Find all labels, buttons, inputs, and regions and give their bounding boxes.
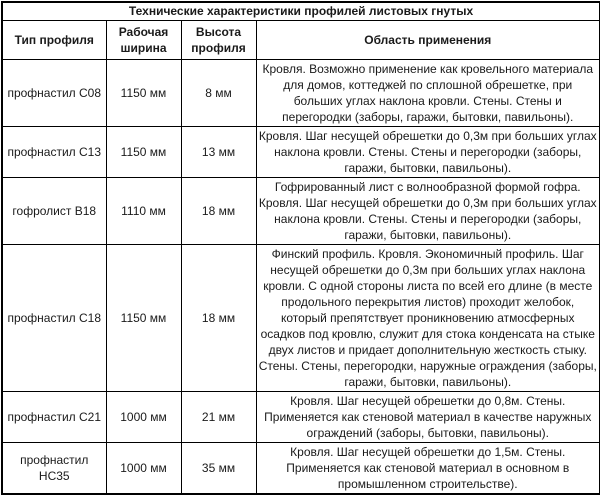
application-area-cell: Кровля. Шаг несущей обрешетки до 0,8м. Стены. Применяется как стеновой материал в качестве наружных ограждений (заборы, бытовки, павильоны). [256, 392, 600, 443]
column-header-profile-height: Высота профиля [181, 21, 256, 60]
table-row [2, 60, 600, 127]
application-area-cell: Кровля. Шаг несущей обрешетки до 1,5м. Стены. Применяется как стеновой материал в основном в промышленном строительстве). [256, 443, 600, 495]
profile-type-cell: профнастил С08 [2, 60, 106, 127]
application-area-cell: Финский профиль. Кровля. Экономичный профиль. Шаг несущей обрешетки до 0,3м при больших углах наклона кровли. С одной стороны листа по всей его длине (в месте продольного перекрытия листов) проходит желобок, который препятствует проникновению атмосферных осадков под кровлю, служит для стока конденсата на стыке двух листов и придает дополнительную жесткость стыку. Стены. Стены, перегородки, наружные ограждения (заборы, гаражи, бытовки, павильоны). [256, 245, 600, 392]
table-row [2, 443, 600, 495]
working-width-cell: 1150 мм [106, 245, 181, 392]
profile-height-cell: 21 мм [181, 392, 256, 443]
working-width-cell: 1150 мм [106, 127, 181, 178]
application-area-cell: Гофрированный лист с волнообразной формой гофра. Кровля. Шаг несущей обрешетки до 0,3м при больших углах наклона кровли. Стены. Стены и перегородки (заборы, гаражи, бытовки, павильоны). [256, 178, 600, 245]
working-width-cell: 1110 мм [106, 178, 181, 245]
column-header-working-width: Рабочая ширина [106, 21, 181, 60]
table-title: Технические характеристики профилей листовых гнутых [2, 2, 600, 21]
column-header-application-area: Область применения [256, 21, 600, 60]
table-row [2, 127, 600, 178]
table-row [2, 245, 600, 392]
column-header-profile-type: Тип профиля [2, 21, 106, 60]
profile-height-cell: 13 мм [181, 127, 256, 178]
application-area-cell: Кровля. Шаг несущей обрешетки до 0,3м при больших углах наклона кровли. Стены. Стены и перегородки (заборы, гаражи, бытовки, павильоны). [256, 127, 600, 178]
working-width-cell: 1000 мм [106, 392, 181, 443]
working-width-cell: 1150 мм [106, 60, 181, 127]
profile-height-cell: 8 мм [181, 60, 256, 127]
profile-height-cell: 18 мм [181, 178, 256, 245]
profile-type-cell: профнастил НС35 [2, 443, 106, 495]
profile-height-cell: 35 мм [181, 443, 256, 495]
profile-type-cell: гофролист В18 [2, 178, 106, 245]
table-header-row [2, 21, 600, 60]
working-width-cell: 1000 мм [106, 443, 181, 495]
profile-height-cell: 18 мм [181, 245, 256, 392]
profile-specs-table [1, 1, 600, 495]
table-title-row [2, 2, 600, 21]
profile-type-cell: профнастил С21 [2, 392, 106, 443]
table-row [2, 178, 600, 245]
application-area-cell: Кровля. Возможно применение как кровельного материала для домов, коттеджей по сплошной обрешетке, при больших углах наклона кровли. Стены. Стены и перегородки (заборы, гаражи, бытовки, павильоны). [256, 60, 600, 127]
table-body [2, 60, 600, 495]
profile-type-cell: профнастил С18 [2, 245, 106, 392]
table-row [2, 392, 600, 443]
profile-type-cell: профнастил С13 [2, 127, 106, 178]
